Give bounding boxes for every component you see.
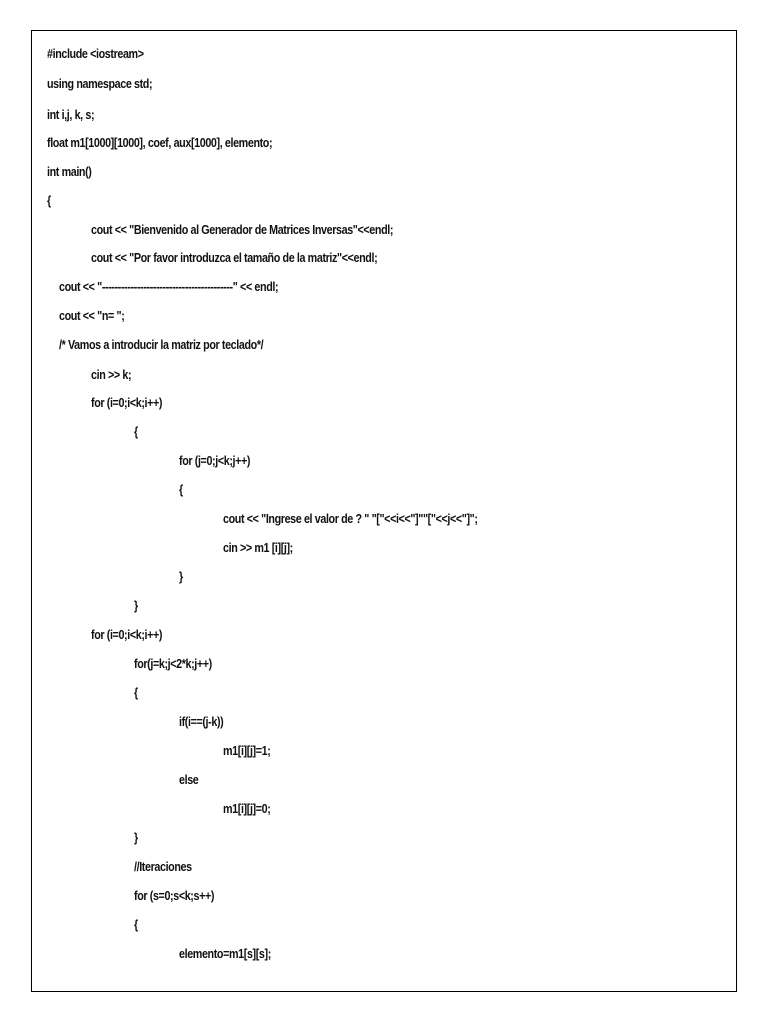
code-line: for(j=k;j<2*k;j++) — [134, 657, 212, 671]
code-line: int main() — [47, 165, 92, 179]
code-line: else — [179, 773, 199, 787]
document-page — [31, 30, 737, 992]
code-line: } — [179, 570, 183, 584]
code-line: if(i==(j-k)) — [179, 715, 224, 729]
code-listing — [32, 31, 736, 991]
code-line: #include <iostream> — [47, 47, 144, 61]
code-line: //Iteraciones — [134, 860, 192, 874]
code-line: cout << "Por favor introduzca el tamaño de la matriz"<<endl; — [91, 251, 378, 265]
code-line: cout << "Ingrese el valor de ? " "["<<i<<"]""["<<j<<"]"; — [223, 512, 478, 526]
code-line: float m1[1000][1000], coef, aux[1000], elemento; — [47, 136, 273, 150]
code-line: m1[i][j]=0; — [223, 802, 271, 816]
code-line: { — [179, 483, 183, 497]
code-line: } — [134, 599, 138, 613]
code-line: { — [134, 686, 138, 700]
code-line: int i,j, k, s; — [47, 108, 95, 122]
code-line: elemento=m1[s][s]; — [179, 947, 271, 961]
code-line: cin >> k; — [91, 368, 132, 382]
code-line: /* Vamos a introducir la matriz por teclado*/ — [59, 338, 264, 352]
code-line: for (j=0;j<k;j++) — [179, 454, 251, 468]
code-line: cin >> m1 [i][j]; — [223, 541, 293, 555]
code-line: { — [134, 425, 138, 439]
code-line: for (s=0;s<k;s++) — [134, 889, 215, 903]
code-line: cout << "Bienvenido al Generador de Matrices Inversas"<<endl; — [91, 223, 394, 237]
code-line: cout << "-----------------------------------------" << endl; — [59, 280, 279, 294]
code-line: cout << "n= "; — [59, 309, 125, 323]
code-line: for (i=0;i<k;i++) — [91, 396, 163, 410]
code-line: for (i=0;i<k;i++) — [91, 628, 163, 642]
code-line: } — [134, 831, 138, 845]
code-line: m1[i][j]=1; — [223, 744, 271, 758]
code-line: { — [134, 918, 138, 932]
code-line: using namespace std; — [47, 77, 153, 91]
code-line: { — [47, 194, 51, 208]
